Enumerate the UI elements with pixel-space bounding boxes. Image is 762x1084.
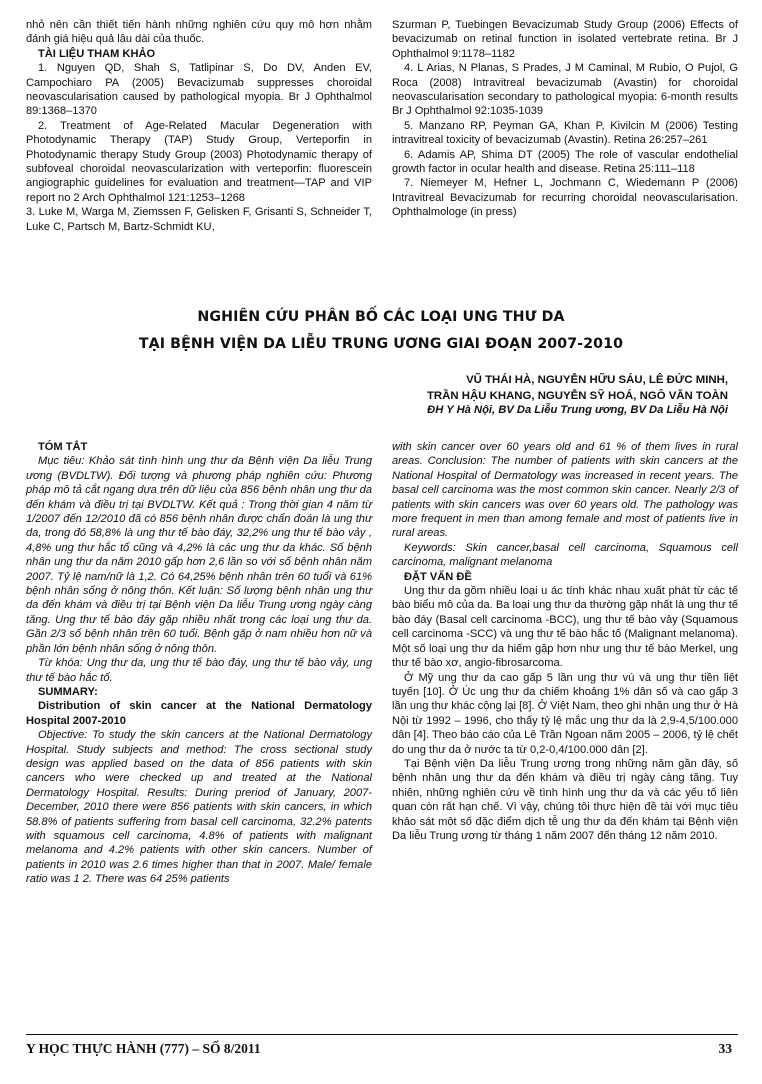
summary-title: Distribution of skin cancer at the National Dermatology Hospital 2007-2010 [26,700,372,727]
reference-item: 1. Nguyen QD, Shah S, Tatlipinar S, Do DV, Anden EV, Campochiaro PA (2005) Bevacizumab suppresses choroidal neovascularisation caused by pathological myopia. Br J Ophthalmol 89:1368–1370 [26,62,372,118]
right-body-column [392,440,738,843]
reference-item: 7. Niemeyer M, Hefner L, Jochmann C, Wiedemann P (2006) Intravitreal Bevacizumab for recurring choroidal neovascularisation. Ophthalmologe (in press) [392,177,738,219]
top-left-column [26,18,372,234]
abstract-heading: TÓM TẮT [38,441,88,453]
keywords-vi: Từ khóa: Ung thư da, ung thư tế bào đáy, ung thư tế bào vảy, ung thư tế bào hắc tố. [26,657,372,684]
authors-line1: VŨ THÁI HÀ, NGUYỄN HỮU SÁU, LÊ ĐỨC MINH, [466,374,728,386]
introduction-heading: ĐẶT VẤN ĐỀ [404,570,472,583]
previous-article-continuation: nhỏ nên cần thiết tiến hành những nghiên cứu quy mô hơn nhằm đánh giá hiệu quả lâu dài của thuốc. [26,19,372,46]
summary-continuation: with skin cancer over 60 years old and 61 % of them lives in rural areas. Conclusion: The number of patients with skin cancers at the National Hospital of Dermatology was increased in recent years. The basal cell carcinoma was the most common skin cancer. Nearly 2/3 of patients with skin cancers was over 60 years old. The pathology was more frequent in men than among female and most of patients live in rural areas. [392,441,738,540]
summary-text: Objective: To study the skin cancers at the National Dermatology Hospital. Study subjects and method: The cross sectional study design was applied based on the data of 856 patients with skin cancers who were checked up and treated at the National Dermatology Hospital. Results: During preriod of January, 2007- December, 2010 there were 856 patients with skin cancers, in which 58.8% of patients suffering from basal cell carcinoma, 32.2% patents with squamous cell carcinoma, 4.8% of patients with malignant melanoma and 4.2% patients with other skin cancers. Number of patients in 2010 was 2.6 times higher than that in 2007. Male/ female ratio was 1 2. There was 64 25% patients [26,729,372,886]
journal-name: Y HỌC THỰC HÀNH (777) – SỐ 8/2011 [26,1041,261,1056]
article-title-line1: NGHIÊN CỨU PHÂN BỐ CÁC LOẠI UNG THƯ DA [197,309,565,325]
introduction-paragraph: Tại Bệnh viện Da liễu Trung ương trong những năm gần đây, số bệnh nhân ung thư da đến khám và điều trị ngày càng tăng. Tuy nhiên, những nghiên cứu về tình hình ung thư da và các yếu tố liên quan còn rất hạn chế. Vì vậy, chúng tôi thực hiện đề tài với mục tiêu khảo sát một số đặc điểm dịch tễ ung thư da đến khám tại Bệnh viện Da liễu Trung ương từ tháng 1 năm 2007 đến tháng 12 năm 2010. [392,757,738,842]
introduction-paragraph: Ở Mỹ ung thư da cao gấp 5 lần ung thư vú và ung thư tiền liệt tuyến [10]. Ở Úc ung thư da chiếm khoảng 1% dân số và cao gấp 3 lần ung thư khác cộng lại [8]. Ở Việt Nam, theo ghi nhận ung thư ở Hà Nội từ 1992 – 1996, cho thấy tỷ lệ mắc ung thư da là 2,9-4,5/100.000 dân [4]. Theo báo cáo của Lê Trần Ngoan năm 2005 – 2006, tỷ lệ chết do ung thư da ở nước ta từ 0,2-0,4/100.000 dân [2]. [392,671,738,756]
article-title-line2: TẠI BỆNH VIỆN DA LIỄU TRUNG ƯƠNG GIAI ĐOẠN 2007-2010 [138,336,624,352]
top-right-column [392,18,738,220]
footer-divider [26,1034,738,1035]
reference-item: 3. Luke M, Warga M, Ziemssen F, Gelisken F, Grisanti S, Schneider T, Luke C, Partsch M, Bartz-Schmidt KU, [26,206,372,233]
summary-heading: SUMMARY: [38,685,98,698]
reference-item: 4. L Arias, N Planas, S Prades, J M Caminal, M Rubio, O Pujol, G Roca (2008) Intravitreal bevacizumab (Avastin) for choroidal neovascularisation secondary to pathological myopia: 6-month results Br J Ophthalmol 92:1035-1039 [392,62,738,118]
reference-item: 6. Adamis AP, Shima DT (2005) The role of vascular endothelial growth factor in ocular health and disease. Retina 25:111–118 [392,148,738,176]
introduction-paragraph: Ung thư da gồm nhiều loại u ác tính khác nhau xuất phát từ các tế bào biểu mô của da. Ba loại ung thư da thường gặp nhất là ung thư tế bào đáy (Basal cell carcinoma -BCC), ung thư tế bào vảy (Squamous cell carcinoma -SCC) và ung thư tế bào hắc tố (Malignant melanoma). Một số loại ung thư da hiếm gặp hơn như ung thư tế bào Merkel, ung thư tế bào xơ, angio-fibrosarcoma. [392,585,738,670]
keywords-en: Keywords: Skin cancer,basal cell carcinoma, Squamous cell carcinoma, malignant melanoma [392,541,738,569]
references-heading: TÀI LIỆU THAM KHẢO [38,47,156,60]
left-body-column [26,440,372,887]
abstract-text: Mục tiêu: Khảo sát tình hình ung thư da Bệnh viện Da liễu Trung ương (BVDLTW). Đối tượng và phương pháp nghiên cứu: Phương pháp mô tả cắt ngang dựa trên dữ liệu của 856 bệnh nhân ung thư da đến khám và điều trị tại BVDLTW. Kết quả : Trong thời gian 4 năm từ 1/2007 đến 12/2010 đã có 856 bệnh nhân được chẩn đoán là ung thư da, trong đó 58,8% là ung thư tế bào đáy, 32,2% ung thư tế bào vảy , 4,8% ung thư hắc tố cũng và 4,2% là các ung thư da khác. Số bệnh nhân ung thư da năm 2010 gấp hơn 2,6 lần so với số bệnh nhân năm 2007. Tỷ lệ nam/nữ là 1,2. Có 64,25% bệnh nhân trên 60 tuổi và 61% bệnh nhân sống ở nông thôn. Kết luận: Số lượng bệnh nhân ung thư da đến khám và điều trị tại Bệnh viện Da liễu Trung ương ngày càng tăng. Ung thư tế bào đáy gặp nhiều nhất trong các loại ung thư da. Gần 2/3 số bệnh nhân trên 60 tuổi. Bệnh gặp ở nam nhiều hơn nữ và phần lớn bệnh nhân sống ở nông thôn. [26,455,372,655]
authors-line2: TRẦN HẬU KHANG, NGUYỄN SỸ HOÁ, NGÔ VĂN TOÀN [426,390,728,402]
page-number: 33 [718,1041,732,1056]
reference-item: 5. Manzano RP, Peyman GA, Khan P, Kivilcin M (2006) Testing intravitreal toxicity of bevacizumab (Avastin). Retina 26:257–261 [392,119,738,147]
reference-item: 2. Treatment of Age-Related Macular Degeneration with Photodynamic Therapy (TAP) Study Group, Verteporfin in Photodynamic therapy Study Group (2003) Photodynamic therapy of subfoveal choroidal neovascularization with verteporfin: fluorescein angiographic guidelines for evaluation and treatment—TAP and VIP report no 2 Arch Ophthalmol 121:1253–1268 [26,119,372,204]
affiliation: ĐH Y Hà Nội, BV Da Liễu Trung ương, BV Da Liễu Hà Nội [427,404,728,416]
reference-item: Szurman P, Tuebingen Bevacizumab Study Group (2006) Effects of bevacizumab on retinal function in isolated vertebrate retina. Br J Ophthalmol 9:1178–1182 [392,19,738,60]
